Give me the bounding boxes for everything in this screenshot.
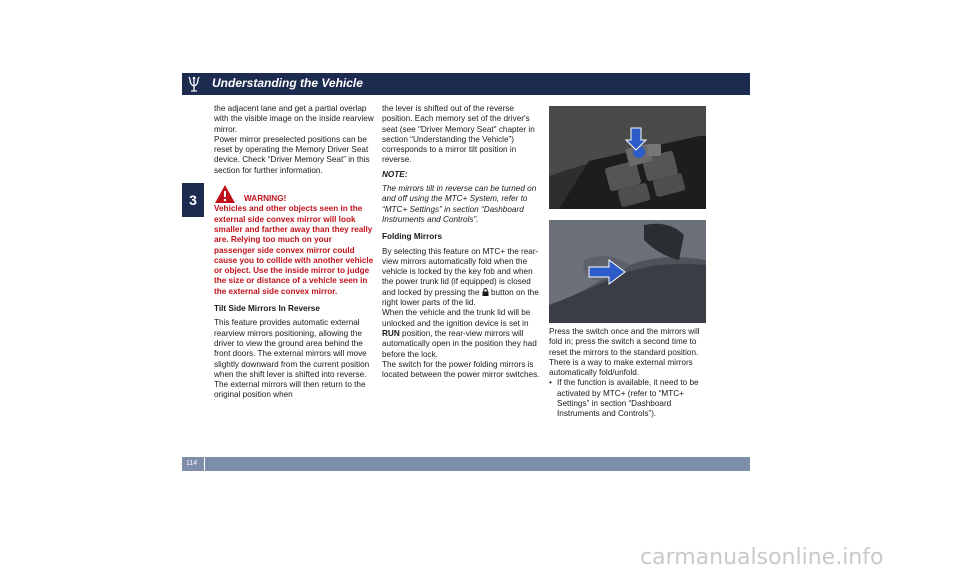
column-2 xyxy=(382,104,542,380)
footer-divider xyxy=(204,457,205,471)
warning-header xyxy=(214,184,374,204)
bullet-marker: • xyxy=(549,378,552,388)
paragraph: the adjacent lane and get a partial overlap with the visible image on the inside rearview mirror. xyxy=(214,104,374,134)
exterior-mirror-photo xyxy=(549,220,706,323)
trident-logo-icon xyxy=(182,73,206,95)
note-text: The mirrors tilt in reverse can be turned on and off using the MTC+ System, refer to “MTC+ Settings” in section “Dashboard Instruments and Controls”. xyxy=(382,184,537,224)
bullet-text: If the function is available, it need to be activated by MTC+ (refer to “MTC+ Settings” in section “Dashboard Instruments and Controls”). xyxy=(557,378,699,419)
mirror-switch-photo xyxy=(549,106,706,209)
note-label: NOTE: xyxy=(382,169,408,179)
bullet-item xyxy=(549,378,711,419)
warning-title: WARNING! xyxy=(244,194,287,204)
paragraph: the lever is shifted out of the reverse position. Each memory set of the driver's seat (see "Driver Memory Seat" chapter in section “Understanding the Vehicle”) corresponds to a mirror tilt position in reverse. xyxy=(382,104,535,165)
paragraph: Power mirror preselected positions can be reset by operating the Memory Driver Seat device. Check “Driver Memory Seat” in this section for further information. xyxy=(214,134,370,175)
lock-icon xyxy=(482,288,489,296)
paragraph: This feature provides automatic external rearview mirrors positioning, allowing the driver to view the ground area behind the front doors. The external mirrors will move slightly downward from the current position when the shift lever is shifted into reverse. The external mirrors will then return to the original position when xyxy=(214,318,370,400)
page-number: 114 xyxy=(186,460,198,467)
paragraph: By selecting this feature on MTC+ the rear-view mirrors automatically fold when the vehicle is locked by the key fob and when the power trunk lid (if equipped) is closed and locked by pressing the button on the right lower parts of the lid. xyxy=(382,246,539,308)
warning-text: Vehicles and other objects seen in the external side convex mirror will look smaller and farther away than they really are. Relying too much on your passenger side convex mirror could cause you to collide with another vehicle or object. Use the inside mirror to judge the size or distance of a vehicle seen in the external side convex mirror. xyxy=(214,204,374,296)
column-3 xyxy=(549,327,711,420)
paragraph: When the vehicle and the trunk lid will be unlocked and the ignition device is set in RUN position, the rear-view mirrors will automatically open in the position they had before the lock. xyxy=(382,308,537,359)
paragraph: Press the switch once and the mirrors will fold in; press the switch a second time to reset the mirrors to the standard position. xyxy=(549,327,700,357)
column-1 xyxy=(214,104,374,401)
footer-bar xyxy=(182,457,750,471)
section-heading: Tilt Side Mirrors In Reverse xyxy=(214,304,320,314)
paragraph: There is a way to make external mirrors automatically fold/unfold. xyxy=(549,357,693,378)
watermark: carmanualsonline.info xyxy=(640,545,884,570)
chapter-tab: 3 xyxy=(182,183,204,217)
warning-icon xyxy=(214,184,236,204)
header-title: Understanding the Vehicle xyxy=(212,76,363,90)
paragraph: The switch for the power folding mirrors is located between the power mirror switches. xyxy=(382,359,540,380)
section-heading: Folding Mirrors xyxy=(382,232,443,242)
